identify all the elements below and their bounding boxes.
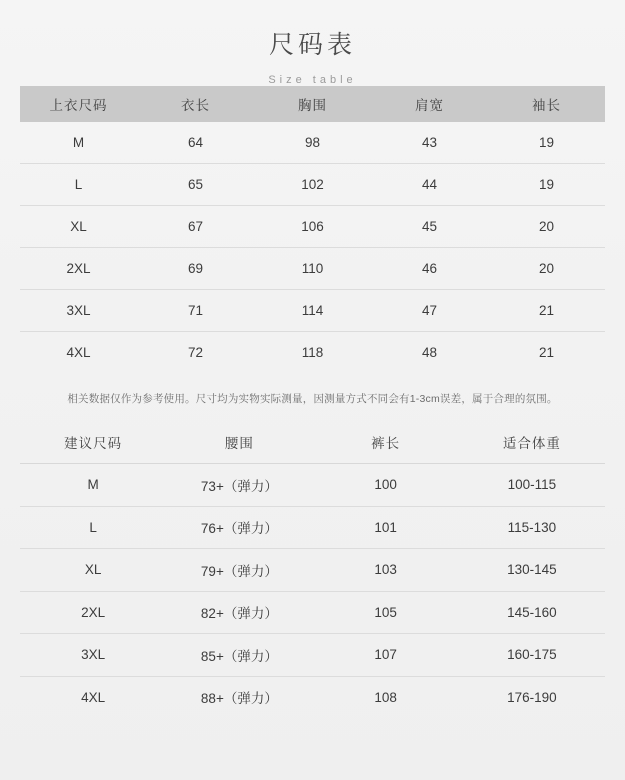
table-cell: 19 [488, 122, 605, 164]
table-cell: 102 [254, 164, 371, 206]
table-cell: 69 [137, 248, 254, 290]
table-cell: XL [20, 206, 137, 248]
tops-table-body [20, 122, 605, 373]
table-cell: 85+（弹力） [166, 634, 312, 677]
table-cell: 20 [488, 206, 605, 248]
table-cell: 76+（弹力） [166, 506, 312, 549]
pants-table-head [20, 421, 605, 464]
table-cell: 176-190 [507, 689, 557, 705]
table-row [20, 290, 605, 332]
column-header: 适合体重 [459, 421, 605, 464]
table-cell: 115-130 [459, 506, 605, 549]
measurement-note: 相关数据仅作为参考使用。尺寸均为实物实际测量，因测量方式不同会有1-3cm误差，属于合理的氛围。 [67, 393, 558, 405]
table-cell: 71 [137, 290, 254, 332]
table-header-row [20, 421, 605, 464]
table-row [20, 549, 605, 592]
table-cell: 19 [488, 164, 605, 206]
table-cell: 46 [371, 248, 488, 290]
column-header: 衣长 [137, 86, 254, 122]
table-cell: 2XL [20, 591, 166, 634]
top-table-container [20, 86, 605, 373]
table-cell: 3XL [20, 634, 166, 677]
table-cell: 20 [488, 248, 605, 290]
table-cell: 3XL [20, 290, 137, 332]
page-title: 尺码表 [268, 31, 356, 59]
table-row [20, 332, 605, 374]
table-header-row [20, 86, 605, 122]
table-row [20, 506, 605, 549]
table-row [20, 591, 605, 634]
table-cell: 108 [374, 689, 397, 705]
table-row [20, 164, 605, 206]
pants-size-table [20, 421, 605, 718]
table-cell: 100 [313, 464, 459, 507]
table-cell: 43 [371, 122, 488, 164]
table-cell: M [20, 122, 137, 164]
column-header: 建议尺码 [20, 421, 166, 464]
table-cell: 48 [421, 345, 438, 360]
table-cell: 4XL [66, 345, 91, 360]
table-row [20, 248, 605, 290]
table-cell: 106 [254, 206, 371, 248]
table-cell: L [20, 506, 166, 549]
table-cell: 98 [254, 122, 371, 164]
table-cell: 145-160 [459, 591, 605, 634]
table-cell: 110 [254, 248, 371, 290]
table-cell: 44 [371, 164, 488, 206]
table-cell: 73+（弹力） [166, 464, 312, 507]
table-row [20, 206, 605, 248]
table-cell: 65 [137, 164, 254, 206]
tops-table-head [20, 86, 605, 122]
table-cell: 114 [254, 290, 371, 332]
table-cell: 47 [371, 290, 488, 332]
table-cell: 64 [137, 122, 254, 164]
table-cell: 105 [313, 591, 459, 634]
table-cell: 67 [137, 206, 254, 248]
table-cell: 160-175 [459, 634, 605, 677]
table-row [20, 464, 605, 507]
table-cell: 45 [371, 206, 488, 248]
table-cell: 2XL [20, 248, 137, 290]
table-cell: L [20, 164, 137, 206]
table-row [20, 122, 605, 164]
table-cell: 72 [187, 345, 204, 360]
table-cell: 103 [313, 549, 459, 592]
column-header: 上衣尺码 [20, 86, 137, 122]
bottom-table-container [20, 421, 605, 718]
table-cell: 107 [313, 634, 459, 677]
table-cell: 4XL [81, 689, 106, 705]
column-header: 裤长 [313, 421, 459, 464]
table-cell: 118 [301, 345, 324, 360]
column-header: 肩宽 [371, 86, 488, 122]
tops-size-table [20, 86, 605, 373]
table-cell: 82+（弹力） [166, 591, 312, 634]
table-cell: 79+（弹力） [166, 549, 312, 592]
table-cell: XL [20, 549, 166, 592]
table-cell: 100-115 [459, 464, 605, 507]
table-row [20, 634, 605, 677]
table-cell: 88+（弹力） [200, 691, 278, 707]
table-cell: M [20, 464, 166, 507]
table-cell: 101 [313, 506, 459, 549]
table-row [20, 676, 605, 718]
table-cell: 21 [538, 345, 555, 360]
table-cell: 21 [488, 290, 605, 332]
column-header: 腰围 [166, 421, 312, 464]
column-header: 袖长 [488, 86, 605, 122]
table-cell: 130-145 [459, 549, 605, 592]
pants-table-body [20, 464, 605, 719]
page-header [0, 0, 625, 86]
page-subtitle: Size table [268, 74, 357, 86]
column-header: 胸围 [254, 86, 371, 122]
